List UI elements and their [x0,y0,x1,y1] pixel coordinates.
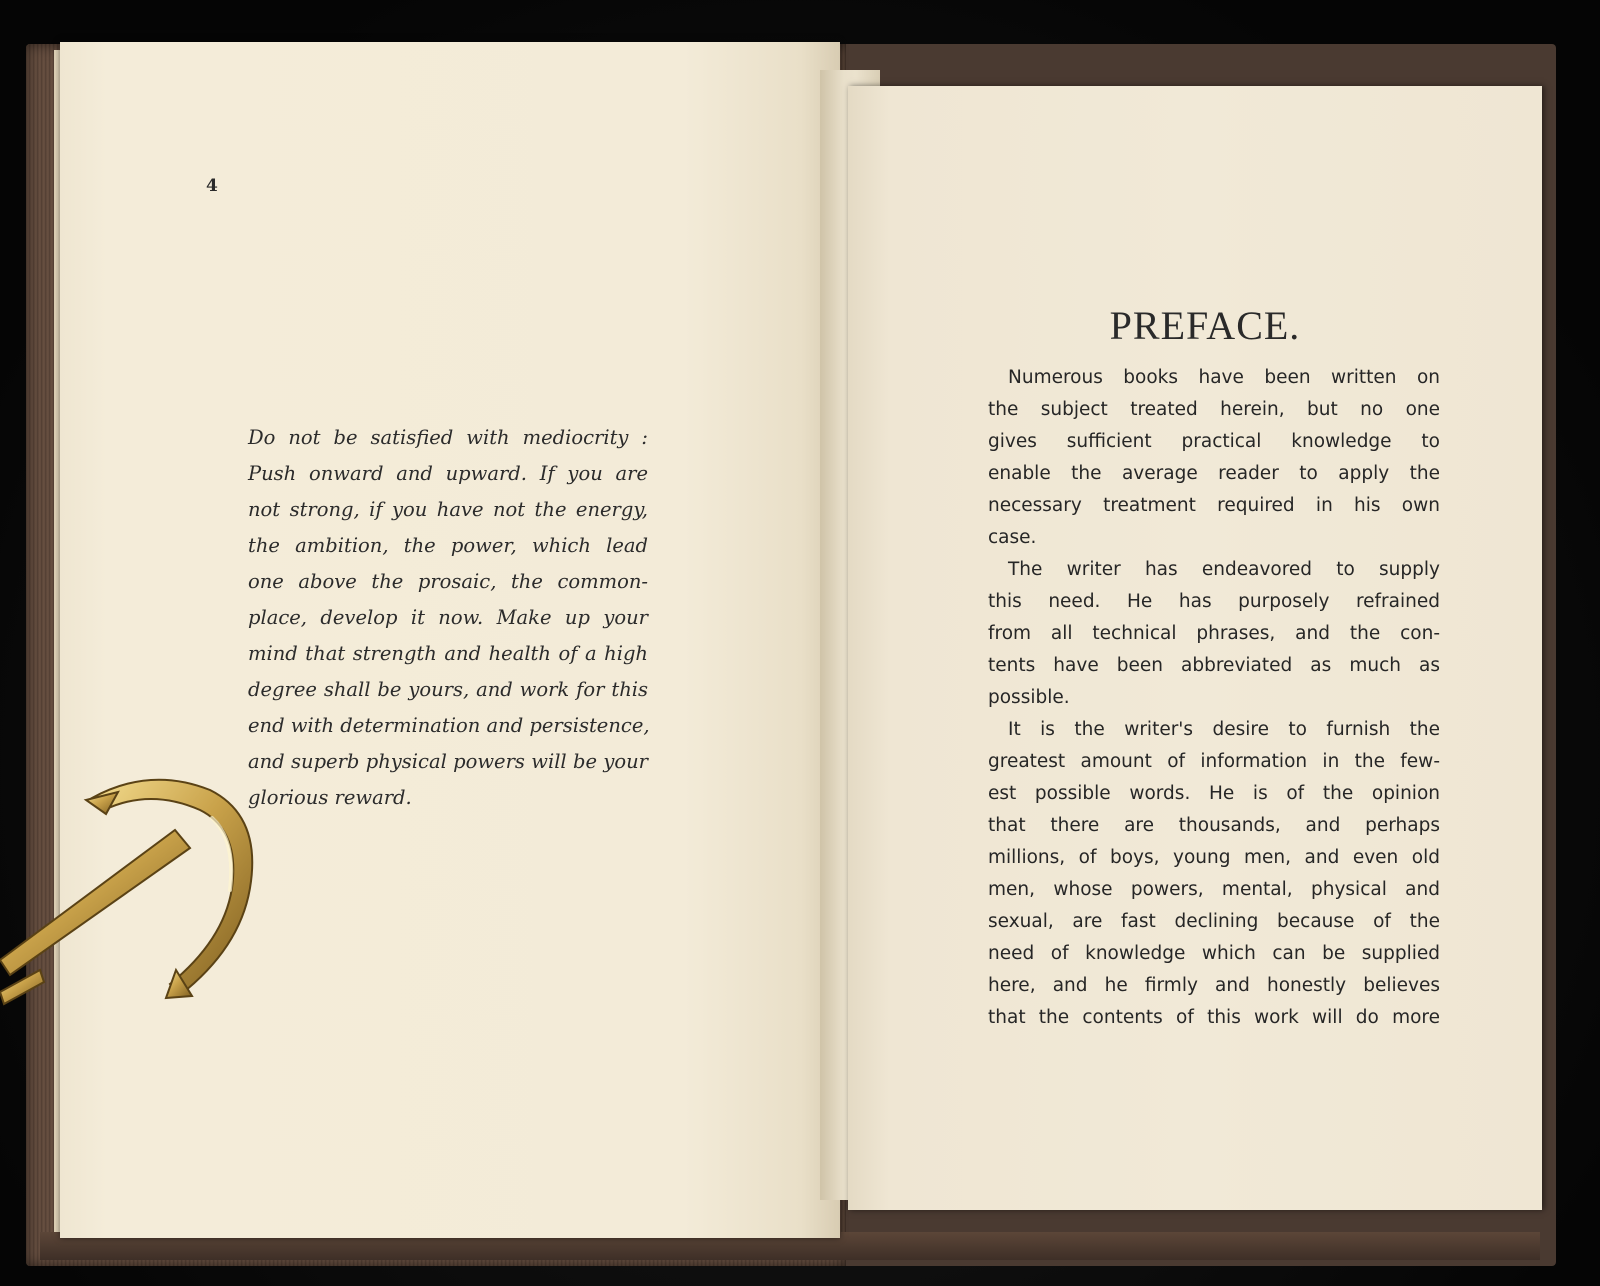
preface-line: The writer has endeavored to supply [1008,559,1440,580]
quote-line: mind that strength and health of a high [248,642,648,665]
preface-line: possible. [988,687,1070,708]
quote-line: Do not be satisfied with mediocrity : [248,426,648,449]
quote-line: degree shall be yours, and work for this [248,678,648,701]
quote-line: and superb physical powers will be your [248,750,648,773]
preface-body [988,362,1440,1034]
quote-line: glorious reward. [248,786,412,809]
quote-line: the ambition, the power, which lead [248,534,648,557]
preface-line: from all technical phrases, and the con- [988,623,1440,644]
preface-line: this need. He has purposely refrained [988,591,1440,612]
preface-line: that the contents of this work will do more [988,1007,1440,1028]
preface-line: It is the writer's desire to furnish the [1008,719,1440,740]
motivational-quote [248,420,648,816]
preface-line: gives sufficient practical knowledge to [988,431,1440,452]
quote-line: Push onward and upward. If you are [248,462,648,485]
preface-line: men, whose powers, mental, physical and [988,879,1440,900]
quote-line: not strong, if you have not the energy, [248,498,648,521]
preface-line: enable the average reader to apply the [988,463,1440,484]
quote-line: one above the prosaic, the common- [248,570,648,593]
preface-line: millions, of boys, young men, and even old [988,847,1440,868]
quote-line: place, develop it now. Make up your [248,606,648,629]
preface-line: sexual, are fast declining because of the [988,911,1440,932]
quote-line: end with determination and persistence, [248,714,650,737]
preface-line: est possible words. He is of the opinion [988,783,1440,804]
preface-line: need of knowledge which can be supplied [988,943,1440,964]
preface-line: here, and he firmly and honestly believes [988,975,1440,996]
preface-line: the subject treated herein, but no one [988,399,1440,420]
preface-line: that there are thousands, and perhaps [988,815,1440,836]
preface-line: case. [988,527,1037,548]
preface-line: greatest amount of information in the few- [988,751,1440,772]
preface-title: PREFACE. [1109,303,1301,348]
page-number: 4 [206,176,218,196]
preface-line: Numerous books have been written on [1008,367,1440,388]
anchor-icon [0,770,280,1020]
preface-line: tents have been abbreviated as much as [988,655,1440,676]
preface-line: necessary treatment required in his own [988,495,1440,516]
